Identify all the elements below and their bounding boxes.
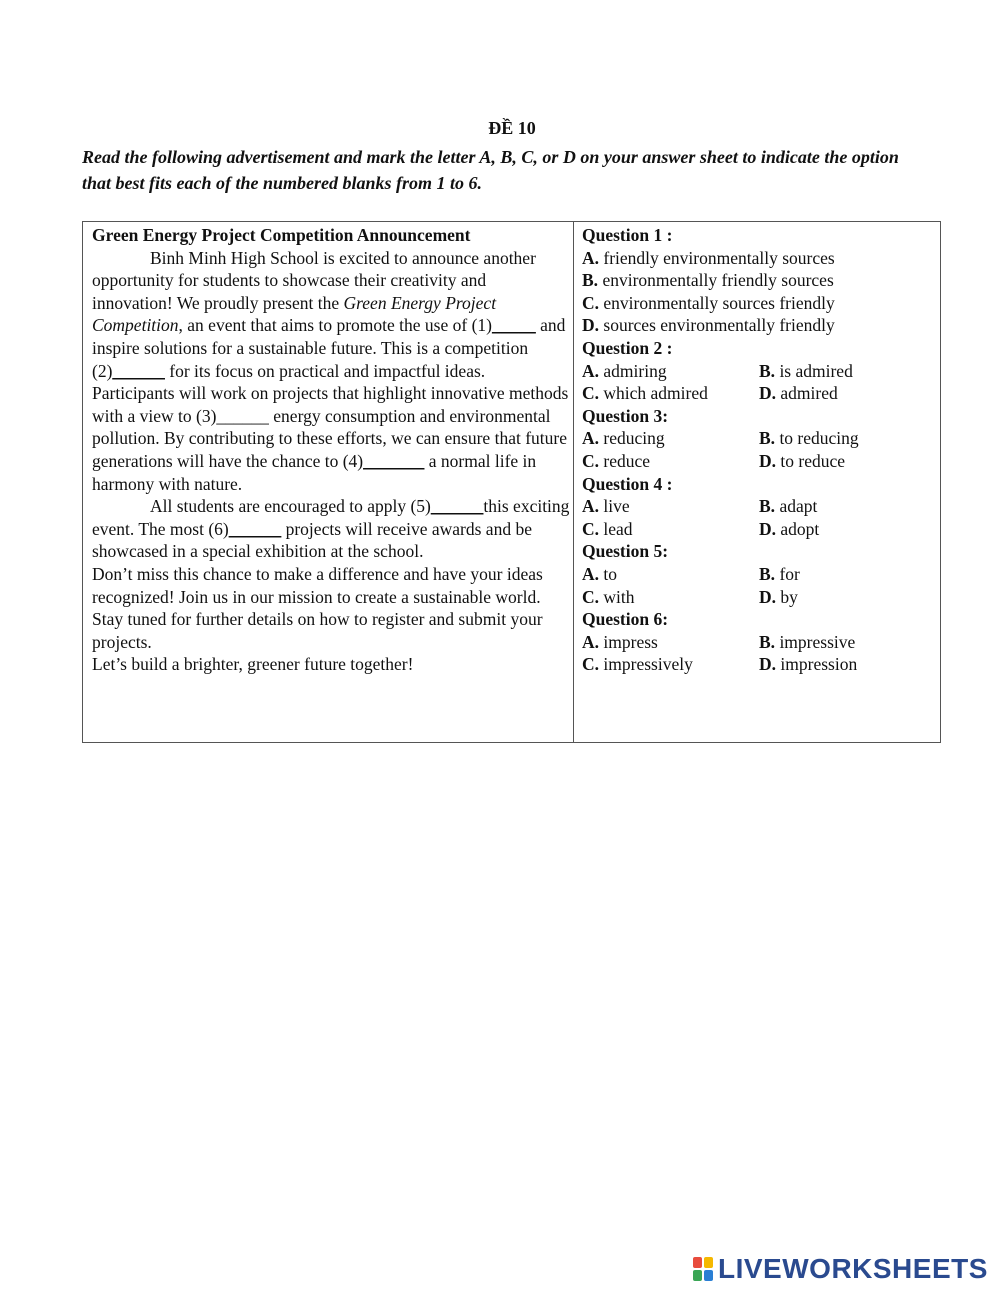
question-3-option-c: C. reduce xyxy=(582,450,651,471)
question-1-option-c: C. environmentally sources friendly xyxy=(582,292,835,313)
question-4-option-b: B. adapt xyxy=(759,496,818,517)
question-6-option-d: D. impression xyxy=(759,654,858,675)
question-5-option-a: A. to xyxy=(582,563,618,584)
question-6-option-b: B. impressive xyxy=(759,631,856,652)
question-3-heading: Question 3: xyxy=(582,405,669,426)
question-2-option-a: A. admiring xyxy=(582,360,667,381)
blank-4: _______ xyxy=(363,450,425,471)
question-6-option-c: C. impressively xyxy=(582,654,693,675)
liveworksheets-logo-icon xyxy=(692,1256,714,1282)
question-6-option-a: A. impress xyxy=(582,631,658,652)
question-4-row-2 xyxy=(582,518,937,541)
passage-paragraph-3: Don’t miss this chance to make a difference and have your ideas recognized! Join us in our mission to create a sustainable world. Stay tuned for further details on how to register and submit your projects. xyxy=(92,563,543,652)
question-5-row-1 xyxy=(582,563,937,586)
question-4-option-d: D. adopt xyxy=(759,518,820,539)
question-3-option-b: B. to reducing xyxy=(759,428,859,449)
question-4-option-a: A. live xyxy=(582,496,630,517)
page-title: ĐỀ 10 xyxy=(488,118,536,138)
question-3-row-2 xyxy=(582,450,937,473)
passage-heading: Green Energy Project Competition Announcement xyxy=(92,225,471,245)
question-4-option-c: C. lead xyxy=(582,518,633,539)
question-2-option-d: D. admired xyxy=(759,383,838,404)
question-2-heading: Question 2 : xyxy=(582,337,673,358)
blank-1: _____ xyxy=(492,315,536,336)
question-4-row-1 xyxy=(582,495,937,518)
logo-square-2 xyxy=(704,1257,713,1268)
question-1-option-d: D. sources environmentally friendly xyxy=(582,315,835,336)
question-3-option-d: D. to reduce xyxy=(759,450,846,471)
passage-paragraph-1: Binh Minh High School is excited to announce another opportunity for students to showcase their creativity and innovation! We proudly present the Green Energy Project Competition, an event that aims to promote the use of (1)_____ and inspire solutions for a sustainable future. This is a competition (2)______ for its focus on practical and impactful ideas. Participants will work on projects that highlight innovative methods with a view to (3)______ energy consumption and environmental pollution. By contributing to these efforts, we can ensure that future generations will have the chance to (4)_______ a normal life in harmony with nature. xyxy=(92,247,569,494)
column-divider xyxy=(573,222,574,742)
question-2-row-1 xyxy=(582,360,937,383)
logo-square-1 xyxy=(693,1257,702,1268)
question-3-option-a: A. reducing xyxy=(582,428,665,449)
blank-2: ______ xyxy=(112,360,165,381)
question-2-option-c: C. which admired xyxy=(582,383,708,404)
question-5-heading: Question 5: xyxy=(582,541,669,562)
question-5-option-d: D. by xyxy=(759,586,798,607)
blank-5: ______ xyxy=(430,496,484,517)
exercise-table xyxy=(82,221,941,743)
question-5-row-2 xyxy=(582,586,937,609)
question-6-heading: Question 6: xyxy=(582,609,669,630)
passage-paragraph-2: All students are encouraged to apply (5)______this exciting event. The most (6)______ projects will receive awards and be showcased in a special exhibition at the school. xyxy=(92,496,570,562)
logo-square-3 xyxy=(693,1270,702,1281)
question-5-option-b: B. for xyxy=(759,563,800,584)
question-5-option-c: C. with xyxy=(582,586,635,607)
passage-paragraph-4: Let’s build a brighter, greener future together! xyxy=(92,654,414,675)
passage xyxy=(92,224,570,676)
instructions: Read the following advertisement and mark the letter A, B, C, or D on your answer sheet to indicate the option that best fits each of the numbered blanks from 1 to 6. xyxy=(82,147,899,193)
question-2-option-b: B. is admired xyxy=(759,360,853,381)
blank-6: ______ xyxy=(228,518,282,539)
question-1-option-a: A. friendly environmentally sources xyxy=(582,247,835,268)
question-6-row-2 xyxy=(582,653,937,676)
liveworksheets-logo[interactable] xyxy=(692,1254,988,1284)
logo-text: LIVEWORKSHEETS xyxy=(718,1253,988,1284)
logo-square-4 xyxy=(704,1270,713,1281)
question-4-heading: Question 4 : xyxy=(582,473,673,494)
question-6-row-1 xyxy=(582,631,937,654)
question-3-row-1 xyxy=(582,427,937,450)
question-2-row-2 xyxy=(582,382,937,405)
questions-column xyxy=(582,224,937,676)
question-1-option-b: B. environmentally friendly sources xyxy=(582,270,834,291)
question-1-heading: Question 1 : xyxy=(582,225,673,245)
